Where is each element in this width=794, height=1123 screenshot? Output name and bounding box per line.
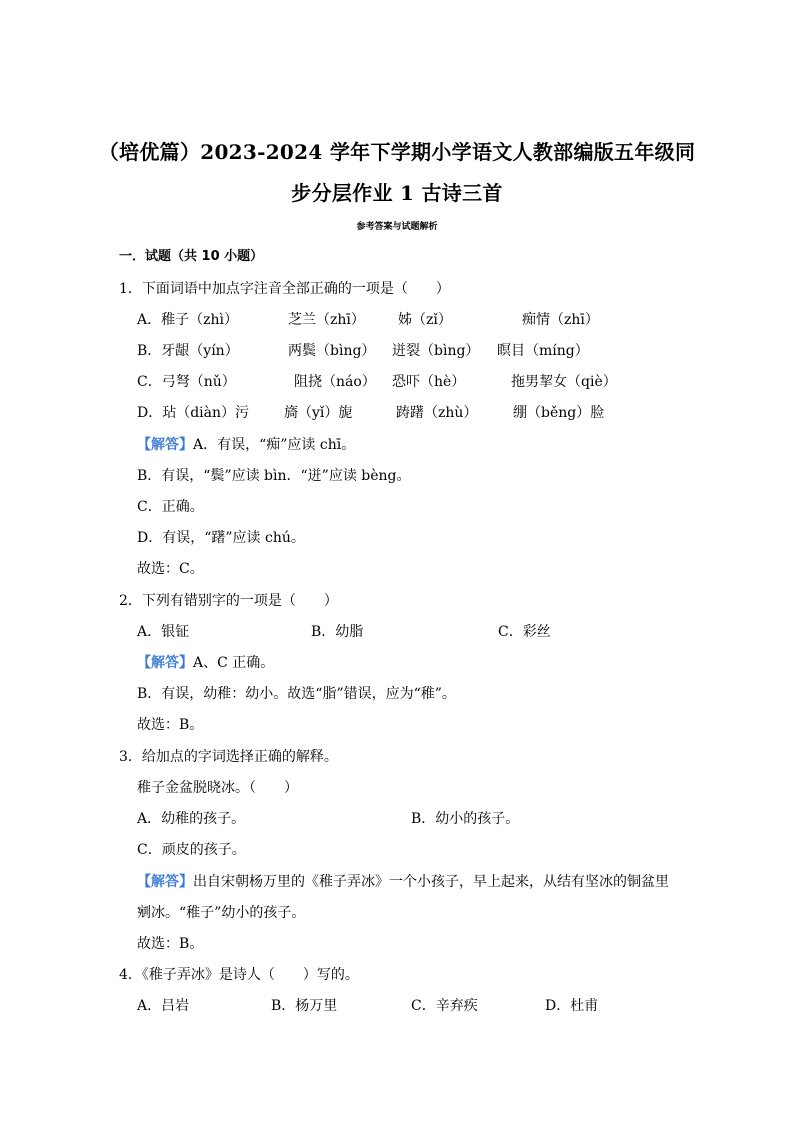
q1-option-b-1: B．牙龈（yín） [137,343,239,359]
document-subtitle: 参考答案与试题解析 [356,222,438,232]
q1-answer-text: A．有误，“痴”应读 chī。 [193,437,356,453]
q2-option-c: C．彩丝 [498,624,551,640]
q1-option-a-3: 姊（zǐ） [398,312,452,328]
q4-option-b: B．杨万里 [271,998,338,1014]
document-title-line-1: （培优篇）2023-2024 学年下学期小学语文人教部编版五年级同 [98,140,696,164]
answer-tag: 【解答】 [137,437,193,453]
q2-option-b: B．幼脂 [311,624,364,640]
question-2-stem: 2．下列有错别字的一项是（ ） [119,593,338,609]
q1-option-c-3: 恐吓（hè） [392,374,466,390]
q1-option-c-1: C．弓弩（nǔ） [137,374,236,390]
question-3-stem: 3．给加点的字词选择正确的解释。 [119,749,338,765]
question-1-stem: 1．下面词语中加点字注音全部正确的一项是（ ） [119,281,450,297]
q1-option-b-2: 两鬓（bìng） [288,343,376,359]
q3-sentence: 稚子金盆脱晓冰。（ ） [137,780,298,796]
q3-answer-line-1 [137,872,669,892]
question-4-stem: 4．《稚子弄冰》是诗人（ ）写的。 [119,967,359,983]
section-heading: 一．试题（共 10 小题） [119,249,264,264]
q3-answer-line-3: 故选：B。 [137,936,204,952]
q2-answer-line-2: B．有误，幼稚：幼小。故选“脂”错误，应为“稚”。 [137,686,456,702]
q1-option-c-2: 阻挠（náo） [294,374,376,390]
q1-option-a-1: A．稚子（zhì） [137,312,238,328]
q2-answer-line-1 [137,653,274,673]
q1-option-d-2: 旖（yǐ）旎 [284,405,353,421]
q1-option-d-4: 绷（běng）脸 [513,405,605,421]
q1-option-b-3: 迸裂（bìng） [392,343,480,359]
q2-answer-line-3: 故选：B。 [137,717,204,733]
q1-answer-line-5: 故选：C。 [137,561,204,577]
answer-tag: 【解答】 [137,655,193,671]
q1-option-b-4: 瞑目（míng） [497,343,589,359]
q1-option-a-2: 芝兰（zhī） [288,312,365,328]
q4-option-d: D．杜甫 [545,998,599,1014]
document-title-line-2: 步分层作业 1 古诗三首 [291,181,503,205]
q2-option-a: A．银钲 [137,624,190,640]
q4-option-a: A．吕岩 [137,998,190,1014]
q1-answer-line-3: C．正确。 [137,499,204,515]
q3-option-c: C．顽皮的孩子。 [137,842,246,858]
q1-option-c-4: 拖男挈女（qiè） [511,374,617,390]
q3-option-a: A．幼稚的孩子。 [137,811,246,827]
answer-tag: 【解答】 [137,874,193,890]
q2-answer-text: A、C 正确。 [193,655,275,671]
q1-answer-line-4: D．有误，“躇”应读 chú。 [137,530,305,546]
q3-answer-line-2: 剜冰。“稚子”幼小的孩子。 [137,905,306,921]
q1-option-d-3: 踌躇（zhù） [396,405,478,421]
q1-option-a-4: 痴情（zhī） [522,312,599,328]
q1-answer-line-1 [137,435,355,455]
q3-option-b: B．幼小的孩子。 [411,811,520,827]
q1-answer-line-2: B．有误，“鬓”应读 bìn．“迸”应读 bèng。 [137,468,411,484]
q3-answer-text: 出自宋朝杨万里的《稚子弄冰》一个小孩子，早上起来，从结有坚冰的铜盆里 [193,874,669,890]
q4-option-c: C．辛弃疾 [411,998,478,1014]
q1-option-d-1: D．玷（diàn）污 [137,405,250,421]
